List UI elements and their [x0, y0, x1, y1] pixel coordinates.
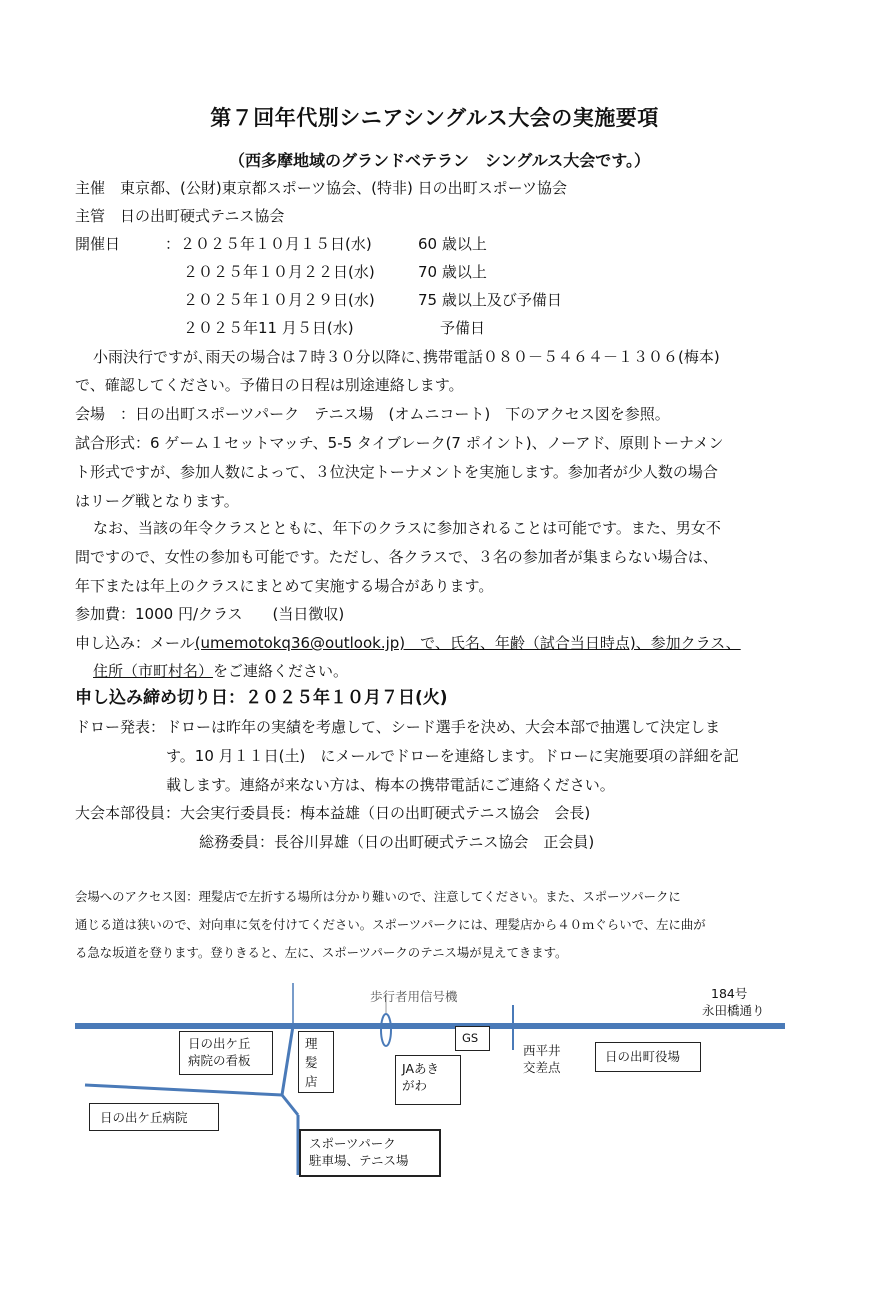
access-map [70, 975, 800, 1200]
route-label-1: 184号 [711, 986, 748, 1001]
application-line-1 [75, 633, 741, 653]
classes-line-1: なお、当該の年令クラスとともに、年下のクラスに参加されることは可能です。また、男女不 [93, 519, 721, 537]
date-note-1: 60 歳以上 [418, 235, 487, 253]
format-line-1: 試合形式：6 ゲーム１セットマッチ、5-5 タイブレーク(7 ポイント)、ノーアド、原則トーナメン [75, 434, 724, 452]
hospital-road [85, 1085, 282, 1095]
venue-line: 会場 ：日の出町スポーツパーク テニス場 (オムニコート) 下のアクセス図を参照。 [75, 405, 670, 423]
date-note-2: 70 歳以上 [418, 263, 487, 281]
draw-line-1: ドローは昨年の実績を考慮して、シード選手を決め、大会本部で抽選して決定しま [166, 718, 721, 736]
sports-park-box: スポーツパーク 駐車場、テニス場 [299, 1129, 441, 1177]
cross-road-south [282, 1026, 293, 1095]
park-road [282, 1095, 298, 1115]
hinodegaoka-sign-box: 日の出ケ丘 病院の看板 [179, 1031, 273, 1075]
page-subtitle: （西多摩地域のグランドベテラン シングルス大会です。） [228, 151, 651, 170]
staff-line-2: 総務委員：長谷川昇雄（日の出町硬式テニス協会 正会員) [199, 833, 595, 851]
town-hall-box: 日の出町役場 [595, 1042, 701, 1072]
route-label-2: 永田橋通り [702, 1003, 765, 1018]
date-row-3: ２０２５年１０月２９日(水) [183, 291, 375, 309]
date-note-4: 予備日 [440, 319, 486, 337]
application-suffix: をご連絡ください。 [213, 662, 349, 680]
date-row-2: ２０２５年１０月２２日(水) [183, 263, 375, 281]
ja-box: JAあき がわ [395, 1055, 461, 1105]
draw-line-2: す。10 月１１日(土) にメールでドローを連絡します。ドローに実施要項の詳細を記 [166, 747, 739, 765]
rain-note-2: で、確認してください。予備日の日程は別途連絡します。 [75, 376, 464, 394]
deadline-line: 申し込み締め切り日：２０２５年１０月７日(火) [75, 688, 448, 708]
format-line-3: はリーグ戦となります。 [75, 492, 239, 510]
organizer-line: 主催 東京都、(公財)東京都スポーツ協会、(特非) 日の出町スポーツ協会 [75, 179, 567, 197]
barber-box: 理 髪 店 [298, 1031, 334, 1093]
staff-line-1: 大会本部役員：大会実行委員長：梅本益雄（日の出町硬式テニス協会 会長) [75, 804, 591, 822]
application-email[interactable]: (umemotokq36@outlook.jp) で、氏名、年齢（試合当日時点)、参加クラス、 [194, 634, 741, 652]
classes-line-2: 問ですので、女性の参加も可能です。ただし、各クラスで、３名の参加者が集まらない場合は、 [75, 548, 718, 566]
fee-line: 参加費：1000 円/クラス (当日徴収) [75, 605, 345, 623]
manager-line: 主管 日の出町硬式テニス協会 [75, 207, 285, 225]
classes-line-3: 年下または年上のクラスにまとめて実施する場合があります。 [75, 577, 494, 595]
access-line-1: 会場へのアクセス図：理髪店で左折する場所は分かり難いので、注意してください。また、スポーツパークに [75, 889, 681, 904]
rain-note-1: 小雨決行ですが､雨天の場合は７時３０分以降に､携帯電話０８０－５４６４－１３０６(梅本) [93, 348, 720, 366]
draw-label: ドロー発表： [75, 718, 166, 736]
date-row-1: ：２０２５年１０月１５日(水) [165, 235, 372, 253]
signal-icon [381, 1014, 391, 1046]
signal-label: 歩行者用信号機 [370, 989, 458, 1004]
access-line-3: る急な坂道を登ります。登りきると、左に、スポーツパークのテニス場が見えてきます。 [75, 945, 568, 960]
date-row-4: ２０２５年11 月５日(水) [183, 319, 354, 337]
nishihirai-label-1: 西平井 [523, 1043, 561, 1058]
gs-box: GS [455, 1026, 490, 1051]
page-title: 第７回年代別シニアシングルス大会の実施要項 [210, 106, 659, 130]
hospital-box: 日の出ケ丘病院 [89, 1103, 219, 1131]
dates-label: 開催日 [75, 235, 121, 253]
application-address: 住所（市町村名） [93, 662, 214, 680]
date-note-3: 75 歳以上及び予備日 [418, 291, 562, 309]
format-line-2: ト形式ですが、参加人数によって、３位決定トーナメントを実施します。参加者が少人数の場合 [75, 463, 718, 481]
access-line-2: 通じる道は狭いので、対向車に気を付けてください。スポーツパークには、理髪店から４０ｍぐらいで、左に曲が [75, 917, 706, 932]
nishihirai-label-2: 交差点 [523, 1060, 561, 1075]
application-prefix: 申し込み：メール [75, 634, 195, 652]
application-line-2 [93, 661, 348, 681]
draw-line-3: 載します。連絡が来ない方は、梅本の携帯電話にご連絡ください。 [166, 776, 615, 794]
